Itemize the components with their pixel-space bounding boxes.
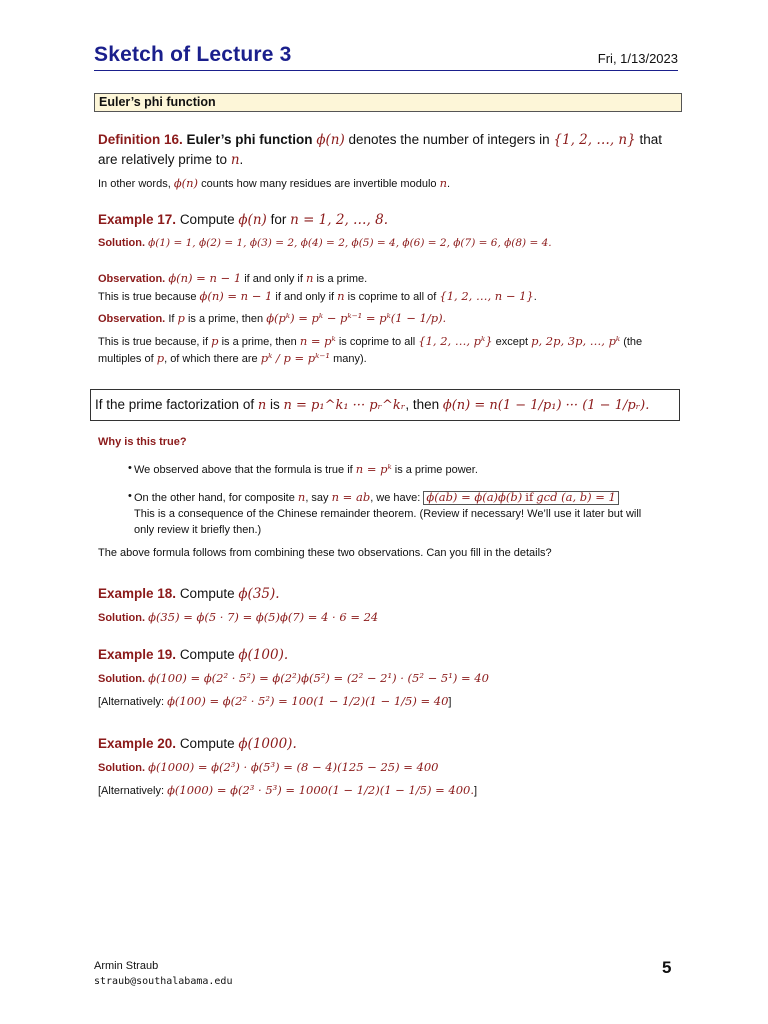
solution-17-math: ϕ(1) = 1, ϕ(2) = 1, ϕ(3) = 2, ϕ(4) = 2, ϕ(5) = 4, ϕ(6) = 2, ϕ(7) = 6, ϕ(8) = 4. — [148, 237, 552, 249]
reason2-math-3: p, 2p, 3p, …, pᵏ — [531, 334, 621, 348]
author-name: Armin Straub — [94, 960, 159, 972]
reason2-p-2: p — [156, 351, 165, 365]
reason2-text-1: This is true because, if — [98, 336, 209, 348]
solution-19-math: ϕ(100) = ϕ(2² · 5²) = ϕ(2²)ϕ(5²) = (2² − 2¹) · (5² − 5¹) = 40 — [148, 671, 489, 685]
solution-19 — [98, 671, 489, 685]
reason2-text-8: many). — [333, 353, 367, 365]
alternative-19 — [98, 694, 451, 708]
theorem-text-3: , then — [405, 397, 440, 412]
example-20 — [98, 736, 297, 752]
theorem-text-2: is — [269, 397, 280, 412]
example-19 — [98, 647, 288, 663]
bullet-1-math: n = pᵏ — [355, 462, 392, 476]
lecture-title: Sketch of Lecture 3 — [94, 43, 292, 66]
reason2-text-3: is coprime to all — [338, 336, 416, 348]
reason-end: . — [533, 291, 537, 303]
observation-1-math: ϕ(n) = n − 1 — [168, 271, 242, 285]
example-17-math-2: n = 1, 2, …, 8. — [290, 212, 388, 228]
reason2-math-2: {1, 2, …, pᵏ} — [418, 334, 493, 348]
example-17-for: for — [270, 212, 287, 227]
definition-line-1 — [98, 132, 662, 148]
summary-text: The above formula follows from combining these two observations. Can you fill in the details? — [98, 547, 552, 559]
reason-math-1: ϕ(n) = n − 1 — [199, 289, 273, 303]
why-label: Why is this true? — [98, 436, 187, 448]
example-18-text: Compute — [179, 586, 235, 601]
observation-1-tail: is a prime. — [316, 273, 368, 285]
theorem-formula: ϕ(n) = n(1 − 1/p₁) ··· (1 − 1/pᵣ). — [442, 398, 650, 413]
observation-1-reason — [98, 289, 537, 303]
theorem-n: n — [257, 398, 267, 413]
example-19-math: ϕ(100). — [238, 647, 289, 663]
solution-19-label: Solution. — [98, 673, 146, 685]
bullet-2-note-1: This is a consequence of the Chinese remainder theorem. (Review if necessary! We’ll use it later but will — [134, 508, 642, 520]
definition-label: Definition 16. — [98, 132, 183, 147]
bullet-2-n: n — [297, 490, 306, 504]
example-18-math: ϕ(35). — [238, 586, 280, 602]
remark-prefix: In other words, — [98, 178, 171, 190]
observation-2-text-1: If — [168, 313, 175, 325]
definition-line-2: are relatively prime to n. — [98, 152, 244, 168]
why-heading — [98, 436, 187, 448]
observation-1 — [98, 271, 367, 285]
example-20-label: Example 20. — [98, 736, 177, 751]
observation-1-text: if and only if — [244, 273, 303, 285]
definition-term: Euler’s phi function — [186, 132, 313, 147]
reason2-text-4: except — [495, 336, 529, 348]
reason2-math-4: pᵏ / p = pᵏ⁻¹ — [260, 351, 330, 365]
definition-set: {1, 2, …, n} — [553, 132, 636, 148]
definition-remark: In other words, ϕ(n) counts how many residues are invertible modulo n. — [98, 176, 451, 190]
author-email: straub@southalabama.edu — [94, 976, 233, 987]
reason-text-2: if and only if — [275, 291, 335, 303]
solution-18-math: ϕ(35) = ϕ(5 · 7) = ϕ(5)ϕ(7) = 4 · 6 = 24 — [148, 610, 379, 624]
page-header — [94, 43, 678, 69]
alternative-20-post: ] — [474, 785, 478, 797]
reason-text-3: is coprime to all of — [347, 291, 437, 303]
bullet-2-math-3: gcd (a, b) = 1 — [536, 490, 616, 504]
alternative-20-math: ϕ(1000) = ϕ(2³ · 5³) = 1000(1 − 1/2)(1 − 1/5) = 400. — [167, 783, 475, 797]
solution-17 — [98, 237, 552, 249]
solution-18-label: Solution. — [98, 612, 146, 624]
theorem-text — [95, 397, 649, 413]
definition-text-1: denotes the number of integers in — [348, 132, 550, 147]
bullet-2-text-3: , we have: — [370, 492, 421, 504]
bullet-2 — [134, 490, 619, 504]
observation-2-text-2: is a prime, then — [187, 313, 264, 325]
remark-n: n — [439, 176, 447, 190]
page-number: 5 — [662, 958, 672, 977]
definition-text-2: that — [639, 132, 663, 147]
example-20-text: Compute — [179, 736, 235, 751]
bullet-2-boxed-formula — [423, 491, 618, 505]
alternative-19-math: ϕ(100) = ϕ(2² · 5²) = 100(1 − 1/2)(1 − 1/5) = 40 — [167, 694, 449, 708]
solution-18 — [98, 610, 378, 624]
bullet-2-text-2: , say — [305, 492, 329, 504]
reason-text-1: This is true because — [98, 291, 197, 303]
solution-20 — [98, 760, 438, 774]
example-17 — [98, 212, 388, 228]
example-19-text: Compute — [179, 647, 235, 662]
solution-20-label: Solution. — [98, 762, 146, 774]
definition-symbol: ϕ(n) — [316, 132, 345, 148]
reason-math-2: {1, 2, …, n − 1} — [439, 289, 534, 303]
bullet-2-math-1: n = ab — [331, 490, 371, 504]
observation-2-math: ϕ(pᵏ) = pᵏ − pᵏ⁻¹ = pᵏ(1 − 1/p). — [266, 311, 447, 325]
observation-2-p: p — [177, 311, 185, 325]
reason2-text-2: is a prime, then — [221, 336, 297, 348]
bullet-2-if: if — [525, 490, 534, 504]
header-rule — [94, 70, 678, 71]
theorem-text-1: If the prime factorization of — [95, 397, 255, 412]
remark-symbol: ϕ(n) — [173, 176, 199, 190]
reason2-text-5: (the — [623, 336, 643, 348]
reason2-p: p — [211, 334, 219, 348]
bullet-2-text-1: On the other hand, for composite — [134, 492, 295, 504]
observation-1-n: n — [305, 271, 314, 285]
observation-2 — [98, 311, 446, 325]
solution-17-label: Solution. — [98, 237, 146, 249]
bullet-1 — [134, 462, 478, 476]
alternative-20-pre: [Alternatively: — [98, 785, 165, 797]
lecture-date: Fri, 1/13/2023 — [597, 51, 678, 66]
reason-n: n — [337, 289, 345, 303]
bullet-1-text: We observed above that the formula is true if — [134, 464, 353, 476]
bullet-1-tail: is a prime power. — [394, 464, 478, 476]
section-heading: Euler’s phi function — [94, 93, 682, 112]
observation-1-label: Observation. — [98, 273, 166, 285]
reason2-text-7: , of which there are — [164, 353, 258, 365]
alternative-19-pre: [Alternatively: — [98, 696, 165, 708]
theorem-box — [90, 389, 680, 421]
definition-n: n — [230, 152, 240, 168]
observation-2-reason-2 — [98, 351, 367, 365]
observation-2-label: Observation. — [98, 313, 166, 325]
solution-20-math: ϕ(1000) = ϕ(2³) · ϕ(5³) = (8 − 4)(125 − 25) = 400 — [148, 760, 439, 774]
reason2-math-1: n = pᵏ — [299, 334, 336, 348]
example-18 — [98, 586, 280, 602]
alternative-19-post: ] — [448, 696, 452, 708]
theorem-factorization: n = p₁^k₁ ··· pᵣ^kᵣ — [283, 398, 406, 413]
example-18-label: Example 18. — [98, 586, 177, 601]
remark-text: counts how many residues are invertible modulo — [201, 178, 437, 190]
example-17-math-1: ϕ(n) — [238, 212, 267, 228]
bullet-2-note-2: only review it briefly then.) — [134, 524, 262, 536]
example-20-math: ϕ(1000). — [238, 736, 297, 752]
alternative-20 — [98, 783, 477, 797]
bullet-2-math-2: ϕ(ab) = ϕ(a)ϕ(b) — [426, 490, 523, 504]
example-19-label: Example 19. — [98, 647, 177, 662]
definition-text-3: are relatively prime to — [98, 152, 228, 167]
observation-2-reason-1 — [98, 334, 642, 348]
example-17-text: Compute — [179, 212, 235, 227]
reason2-text-6: multiples of — [98, 353, 154, 365]
example-17-label: Example 17. — [98, 212, 177, 227]
